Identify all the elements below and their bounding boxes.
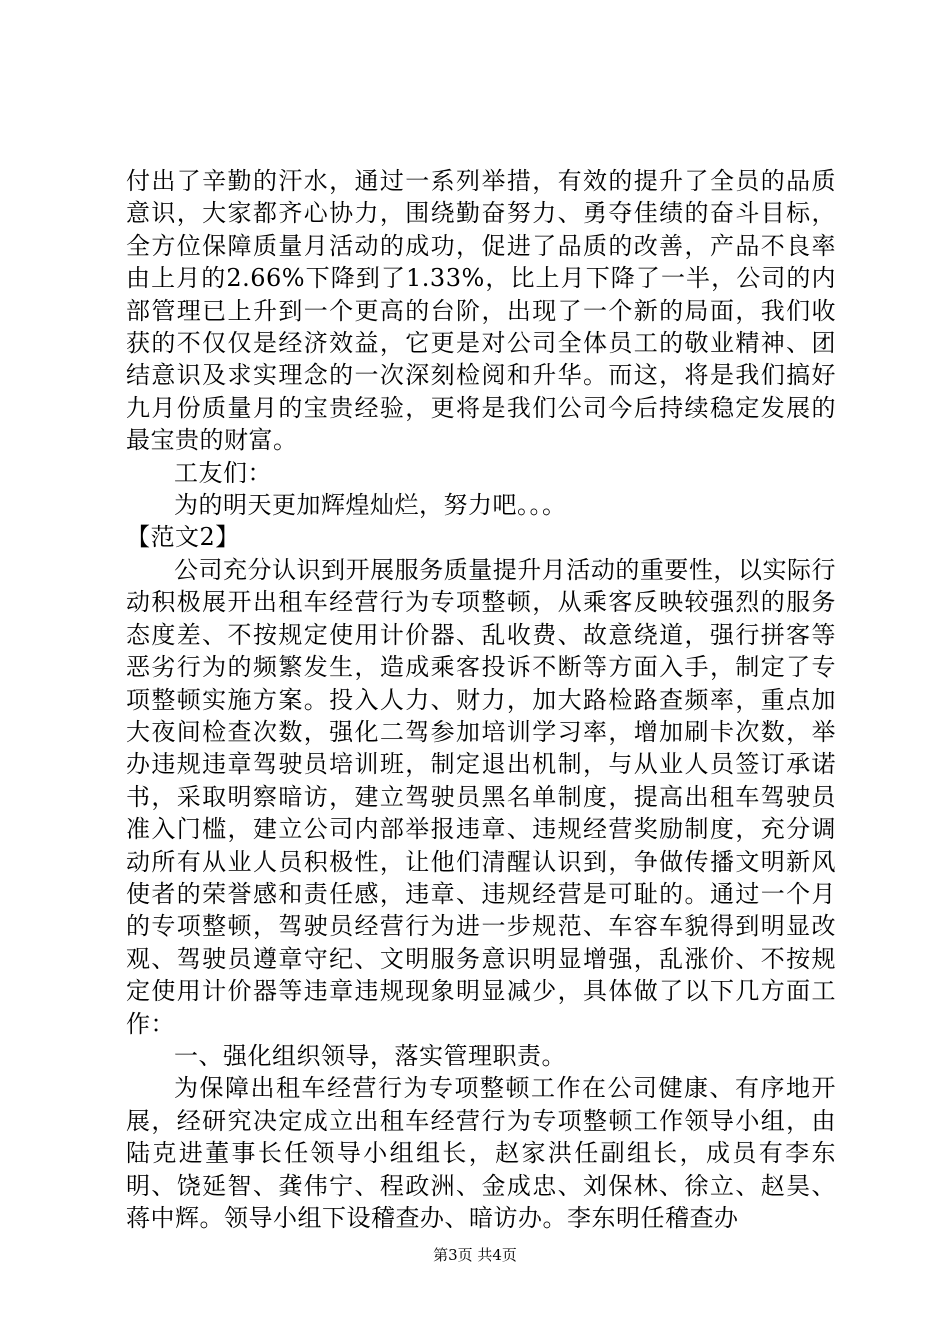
paragraph-continuation: 付出了辛勤的汗水，通过一系列举措，有效的提升了全员的品质意识，大家都齐心协力，围绕勤奋努力、勇夺佳绩的奋斗目标，全方位保障质量月活动的成功，促进了品质的改善，产品不良率由上月的2.66%下降到了1.33%，比上月下降了一半，公司的内部管理已上升到一个更高的台阶，出现了一个新的局面，我们收获的不仅仅是经济效益，它更是对公司全体员工的敬业精神、团结意识及求实理念的一次深刻检阅和升华。而这，将是我们搞好九月份质量月的宝贵经验，更将是我们公司今后持续稳定发展的最宝贵的财富。 bbox=[126, 167, 836, 455]
document-body bbox=[126, 165, 836, 1234]
paragraph-salutation: 工友们： bbox=[174, 458, 272, 487]
section-heading-sample-2: 【范文2】 bbox=[126, 523, 240, 552]
paragraph-leadership: 为保障出租车经营行为专项整顿工作在公司健康、有序地开展，经研究决定成立出租车经营行为专项整顿工作领导小组，由陆克进董事长任领导小组组长，赵家洪任副组长，成员有李东明、饶延智、龚伟宁、程政洲、金成忠、刘保林、徐立、赵昊、蒋中辉。领导小组下设稽查办、暗访办。李东明任稽查办 bbox=[126, 1074, 836, 1232]
paragraph-closing: 为的明天更加辉煌灿烂，努力吧。。。 bbox=[174, 491, 567, 520]
subheading-organization: 一、强化组织领导，落实管理职责。 bbox=[174, 1041, 566, 1070]
page-footer: 第3页 共4页 bbox=[433, 1246, 517, 1264]
paragraph-overview: 公司充分认识到开展服务质量提升月活动的重要性，以实际行动积极展开出租车经营行为专项整顿，从乘客反映较强烈的服务态度差、不按规定使用计价器、乱收费、故意绕道，强行拼客等恶劣行为的频繁发生，造成乘客投诉不断等方面入手，制定了专项整顿实施方案。投入人力、财力，加大路检路查频率，重点加大夜间检查次数，强化二驾参加培训学习率，增加刷卡次数，举办违规违章驾驶员培训班，制定退出机制，与从业人员签订承诺书，采取明察暗访，建立驾驶员黑名单制度，提高出租车驾驶员准入门槛，建立公司内部举报违章、违规经营奖励制度，充分调动所有从业人员积极性，让他们清醒认识到，争做传播文明新风使者的荣誉感和责任感，违章、违规经营是可耻的。通过一个月的专项整顿，驾驶员经营行为进一步规范、车容车貌得到明显改观、驾驶员遵章守纪、文明服务意识明显增强，乱涨价、不按规定使用计价器等违章违规现象明显减少，具体做了以下几方面工作： bbox=[126, 555, 836, 1038]
